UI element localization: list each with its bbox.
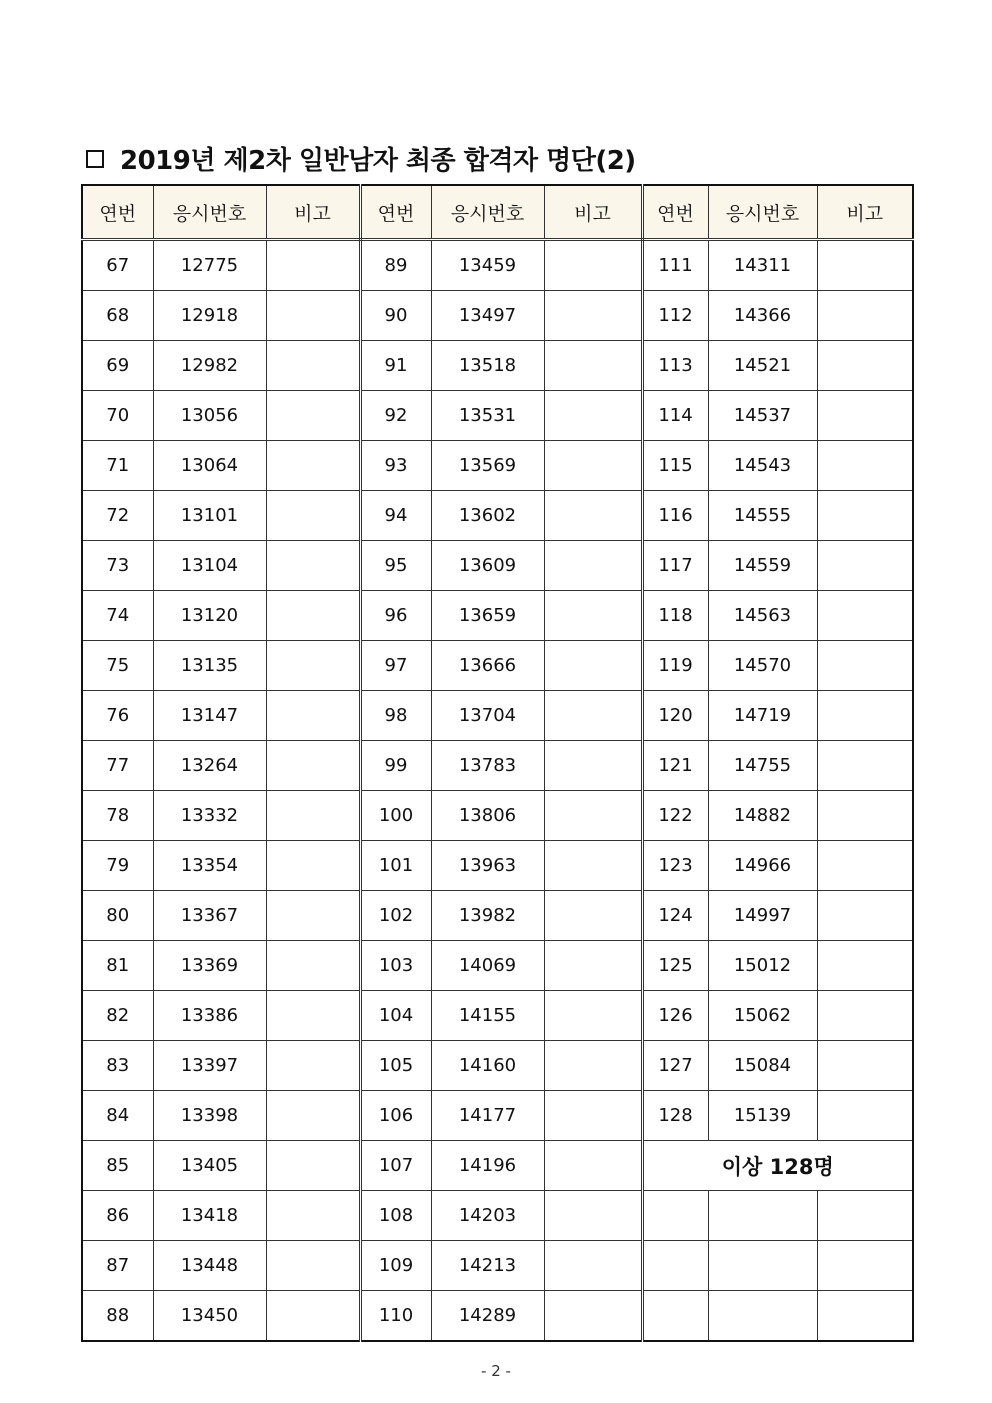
cell-exam-no: 15139 [708,1091,817,1141]
cell-note [266,391,360,441]
title-text: 2019년 제2차 일반남자 최종 합격자 명단(2) [120,146,636,176]
cell-exam-no: 13518 [431,341,544,391]
table-row [82,1041,913,1091]
cell-no: 102 [360,891,431,941]
cell-exam-no: 13963 [431,841,544,891]
cell-no: 71 [82,441,153,491]
cell-no: 103 [360,941,431,991]
cell-note [817,741,913,791]
table-row [82,291,913,341]
cell-no: 114 [642,391,708,441]
cell-note [266,741,360,791]
cell-no: 77 [82,741,153,791]
cell-note [817,691,913,741]
cell-exam-no: 15084 [708,1041,817,1091]
table-row [82,941,913,991]
cell-no: 89 [360,240,431,291]
cell-note [266,891,360,941]
cell-no: 76 [82,691,153,741]
cell-note [817,891,913,941]
cell-no: 119 [642,641,708,691]
cell-note [544,240,642,291]
cell-exam-no: 13806 [431,791,544,841]
table-row [82,591,913,641]
cell-no: 80 [82,891,153,941]
cell-note [266,591,360,641]
cell-no: 82 [82,991,153,1041]
cell-note [817,341,913,391]
cell-no: 99 [360,741,431,791]
cell-exam-no: 13135 [153,641,266,691]
cell-note [544,1091,642,1141]
cell-exam-no: 14196 [431,1141,544,1191]
cell-note [266,441,360,491]
cell-note [544,1191,642,1241]
cell-empty [642,1191,708,1241]
header-exam-no: 응시번호 [431,185,544,240]
cell-exam-no: 13602 [431,491,544,541]
cell-no: 107 [360,1141,431,1191]
cell-note [266,641,360,691]
cell-no: 109 [360,1241,431,1291]
cell-note [266,941,360,991]
cell-note [544,491,642,541]
cell-exam-no: 14997 [708,891,817,941]
cell-no: 83 [82,1041,153,1091]
cell-no: 95 [360,541,431,591]
cell-no: 105 [360,1041,431,1091]
cell-exam-no: 13704 [431,691,544,741]
cell-empty [817,1291,913,1342]
cell-note [266,1041,360,1091]
cell-no: 92 [360,391,431,441]
cell-no: 68 [82,291,153,341]
cell-no: 117 [642,541,708,591]
header-note: 비고 [817,185,913,240]
table-row [82,741,913,791]
cell-exam-no: 12775 [153,240,266,291]
cell-note [817,240,913,291]
cell-note [817,391,913,441]
cell-note [266,341,360,391]
cell-no: 78 [82,791,153,841]
table-row [82,1241,913,1291]
cell-exam-no: 12982 [153,341,266,391]
cell-exam-no: 13398 [153,1091,266,1141]
cell-note [544,291,642,341]
cell-note [817,491,913,541]
cell-no: 104 [360,991,431,1041]
cell-exam-no: 13405 [153,1141,266,1191]
cell-exam-no: 14521 [708,341,817,391]
cell-note [817,991,913,1041]
cell-note [266,1141,360,1191]
cell-no: 88 [82,1291,153,1342]
table-row [82,341,913,391]
header-no: 연번 [360,185,431,240]
cell-exam-no: 13147 [153,691,266,741]
header-no: 연번 [82,185,153,240]
cell-note [266,1191,360,1241]
cell-note [266,1091,360,1141]
cell-exam-no: 14559 [708,541,817,591]
cell-no: 101 [360,841,431,891]
table-row [82,441,913,491]
cell-no: 111 [642,240,708,291]
cell-note [266,1291,360,1342]
cell-empty [642,1291,708,1342]
cell-note [544,891,642,941]
table-row [82,991,913,1041]
cell-note [266,491,360,541]
cell-exam-no: 13332 [153,791,266,841]
cell-no: 123 [642,841,708,891]
cell-exam-no: 13369 [153,941,266,991]
cell-note [817,541,913,591]
cell-no: 113 [642,341,708,391]
table-row [82,791,913,841]
cell-note [817,591,913,641]
cell-exam-no: 13120 [153,591,266,641]
cell-exam-no: 13101 [153,491,266,541]
cell-exam-no: 14555 [708,491,817,541]
cell-note [817,1091,913,1141]
cell-exam-no: 14882 [708,791,817,841]
cell-no: 115 [642,441,708,491]
cell-exam-no: 13104 [153,541,266,591]
cell-note [544,741,642,791]
cell-empty [817,1241,913,1291]
cell-exam-no: 14755 [708,741,817,791]
cell-note [266,541,360,591]
cell-note [544,991,642,1041]
cell-note [544,441,642,491]
cell-exam-no: 14537 [708,391,817,441]
cell-no: 90 [360,291,431,341]
cell-note [544,791,642,841]
cell-empty [817,1191,913,1241]
cell-exam-no: 13264 [153,741,266,791]
cell-exam-no: 15062 [708,991,817,1041]
cell-note [266,240,360,291]
cell-note [544,591,642,641]
cell-exam-no: 13056 [153,391,266,441]
cell-note [266,991,360,1041]
table-row [82,541,913,591]
table-row [82,691,913,741]
cell-no: 121 [642,741,708,791]
cell-exam-no: 14160 [431,1041,544,1091]
cell-no: 126 [642,991,708,1041]
cell-no: 98 [360,691,431,741]
cell-note [266,1241,360,1291]
cell-no: 122 [642,791,708,841]
cell-no: 118 [642,591,708,641]
results-table [81,184,914,1342]
cell-empty [708,1291,817,1342]
cell-empty [708,1191,817,1241]
cell-empty [708,1241,817,1291]
cell-no: 97 [360,641,431,691]
cell-exam-no: 13497 [431,291,544,341]
cell-no: 73 [82,541,153,591]
cell-no: 96 [360,591,431,641]
cell-no: 69 [82,341,153,391]
cell-no: 108 [360,1191,431,1241]
cell-exam-no: 14069 [431,941,544,991]
cell-note [266,291,360,341]
cell-exam-no: 13448 [153,1241,266,1291]
cell-exam-no: 13783 [431,741,544,791]
cell-exam-no: 14570 [708,641,817,691]
table-row [82,391,913,441]
cell-no: 85 [82,1141,153,1191]
cell-exam-no: 13397 [153,1041,266,1091]
cell-no: 75 [82,641,153,691]
cell-exam-no: 13064 [153,441,266,491]
cell-empty [642,1241,708,1291]
header-note: 비고 [544,185,642,240]
summary-total: 이상 128명 [642,1141,913,1191]
cell-note [544,841,642,891]
cell-no: 100 [360,791,431,841]
table-row [82,1191,913,1241]
cell-exam-no: 14177 [431,1091,544,1141]
cell-no: 86 [82,1191,153,1241]
cell-no: 72 [82,491,153,541]
cell-no: 79 [82,841,153,891]
cell-note [544,641,642,691]
header-note: 비고 [266,185,360,240]
cell-exam-no: 13459 [431,240,544,291]
cell-no: 81 [82,941,153,991]
cell-note [544,1291,642,1342]
cell-exam-no: 14366 [708,291,817,341]
header-row [82,185,913,240]
cell-no: 112 [642,291,708,341]
cell-note [817,641,913,691]
cell-no: 70 [82,391,153,441]
cell-no: 87 [82,1241,153,1291]
cell-note [266,841,360,891]
table-row [82,1141,913,1191]
cell-note [544,341,642,391]
cell-exam-no: 13386 [153,991,266,1041]
cell-exam-no: 13982 [431,891,544,941]
table-row [82,891,913,941]
cell-no: 120 [642,691,708,741]
checkbox-square-icon [86,150,104,168]
cell-exam-no: 14213 [431,1241,544,1291]
cell-note [817,291,913,341]
cell-note [544,941,642,991]
cell-no: 67 [82,240,153,291]
cell-exam-no: 12918 [153,291,266,341]
header-exam-no: 응시번호 [153,185,266,240]
cell-no: 110 [360,1291,431,1342]
cell-no: 106 [360,1091,431,1141]
cell-no: 94 [360,491,431,541]
cell-note [817,1041,913,1091]
cell-exam-no: 14966 [708,841,817,891]
cell-no: 128 [642,1091,708,1141]
cell-note [544,1141,642,1191]
cell-note [817,791,913,841]
cell-exam-no: 14203 [431,1191,544,1241]
cell-no: 116 [642,491,708,541]
table-row [82,1091,913,1141]
cell-no: 124 [642,891,708,941]
cell-no: 91 [360,341,431,391]
table-row [82,240,913,291]
cell-note [266,791,360,841]
cell-exam-no: 14155 [431,991,544,1041]
cell-no: 93 [360,441,431,491]
cell-note [544,691,642,741]
cell-note [817,441,913,491]
cell-exam-no: 14563 [708,591,817,641]
cell-note [817,941,913,991]
page-title [86,140,636,177]
cell-note [544,1041,642,1091]
cell-exam-no: 14289 [431,1291,544,1342]
cell-note [544,391,642,441]
cell-exam-no: 13609 [431,541,544,591]
table-body [82,240,913,1342]
cell-no: 125 [642,941,708,991]
cell-exam-no: 14311 [708,240,817,291]
cell-exam-no: 13450 [153,1291,266,1342]
cell-no: 74 [82,591,153,641]
cell-no: 127 [642,1041,708,1091]
cell-note [544,541,642,591]
cell-note [266,691,360,741]
header-exam-no: 응시번호 [708,185,817,240]
cell-no: 84 [82,1091,153,1141]
header-no: 연번 [642,185,708,240]
cell-note [817,841,913,891]
cell-exam-no: 14543 [708,441,817,491]
cell-exam-no: 13569 [431,441,544,491]
cell-exam-no: 13367 [153,891,266,941]
cell-exam-no: 13418 [153,1191,266,1241]
cell-exam-no: 13354 [153,841,266,891]
cell-exam-no: 13531 [431,391,544,441]
cell-exam-no: 14719 [708,691,817,741]
cell-exam-no: 13666 [431,641,544,691]
page-number: - 2 - [481,1362,511,1380]
table-row [82,641,913,691]
cell-note [544,1241,642,1291]
table-row [82,491,913,541]
cell-exam-no: 13659 [431,591,544,641]
table-row [82,841,913,891]
cell-exam-no: 15012 [708,941,817,991]
table-row [82,1291,913,1342]
